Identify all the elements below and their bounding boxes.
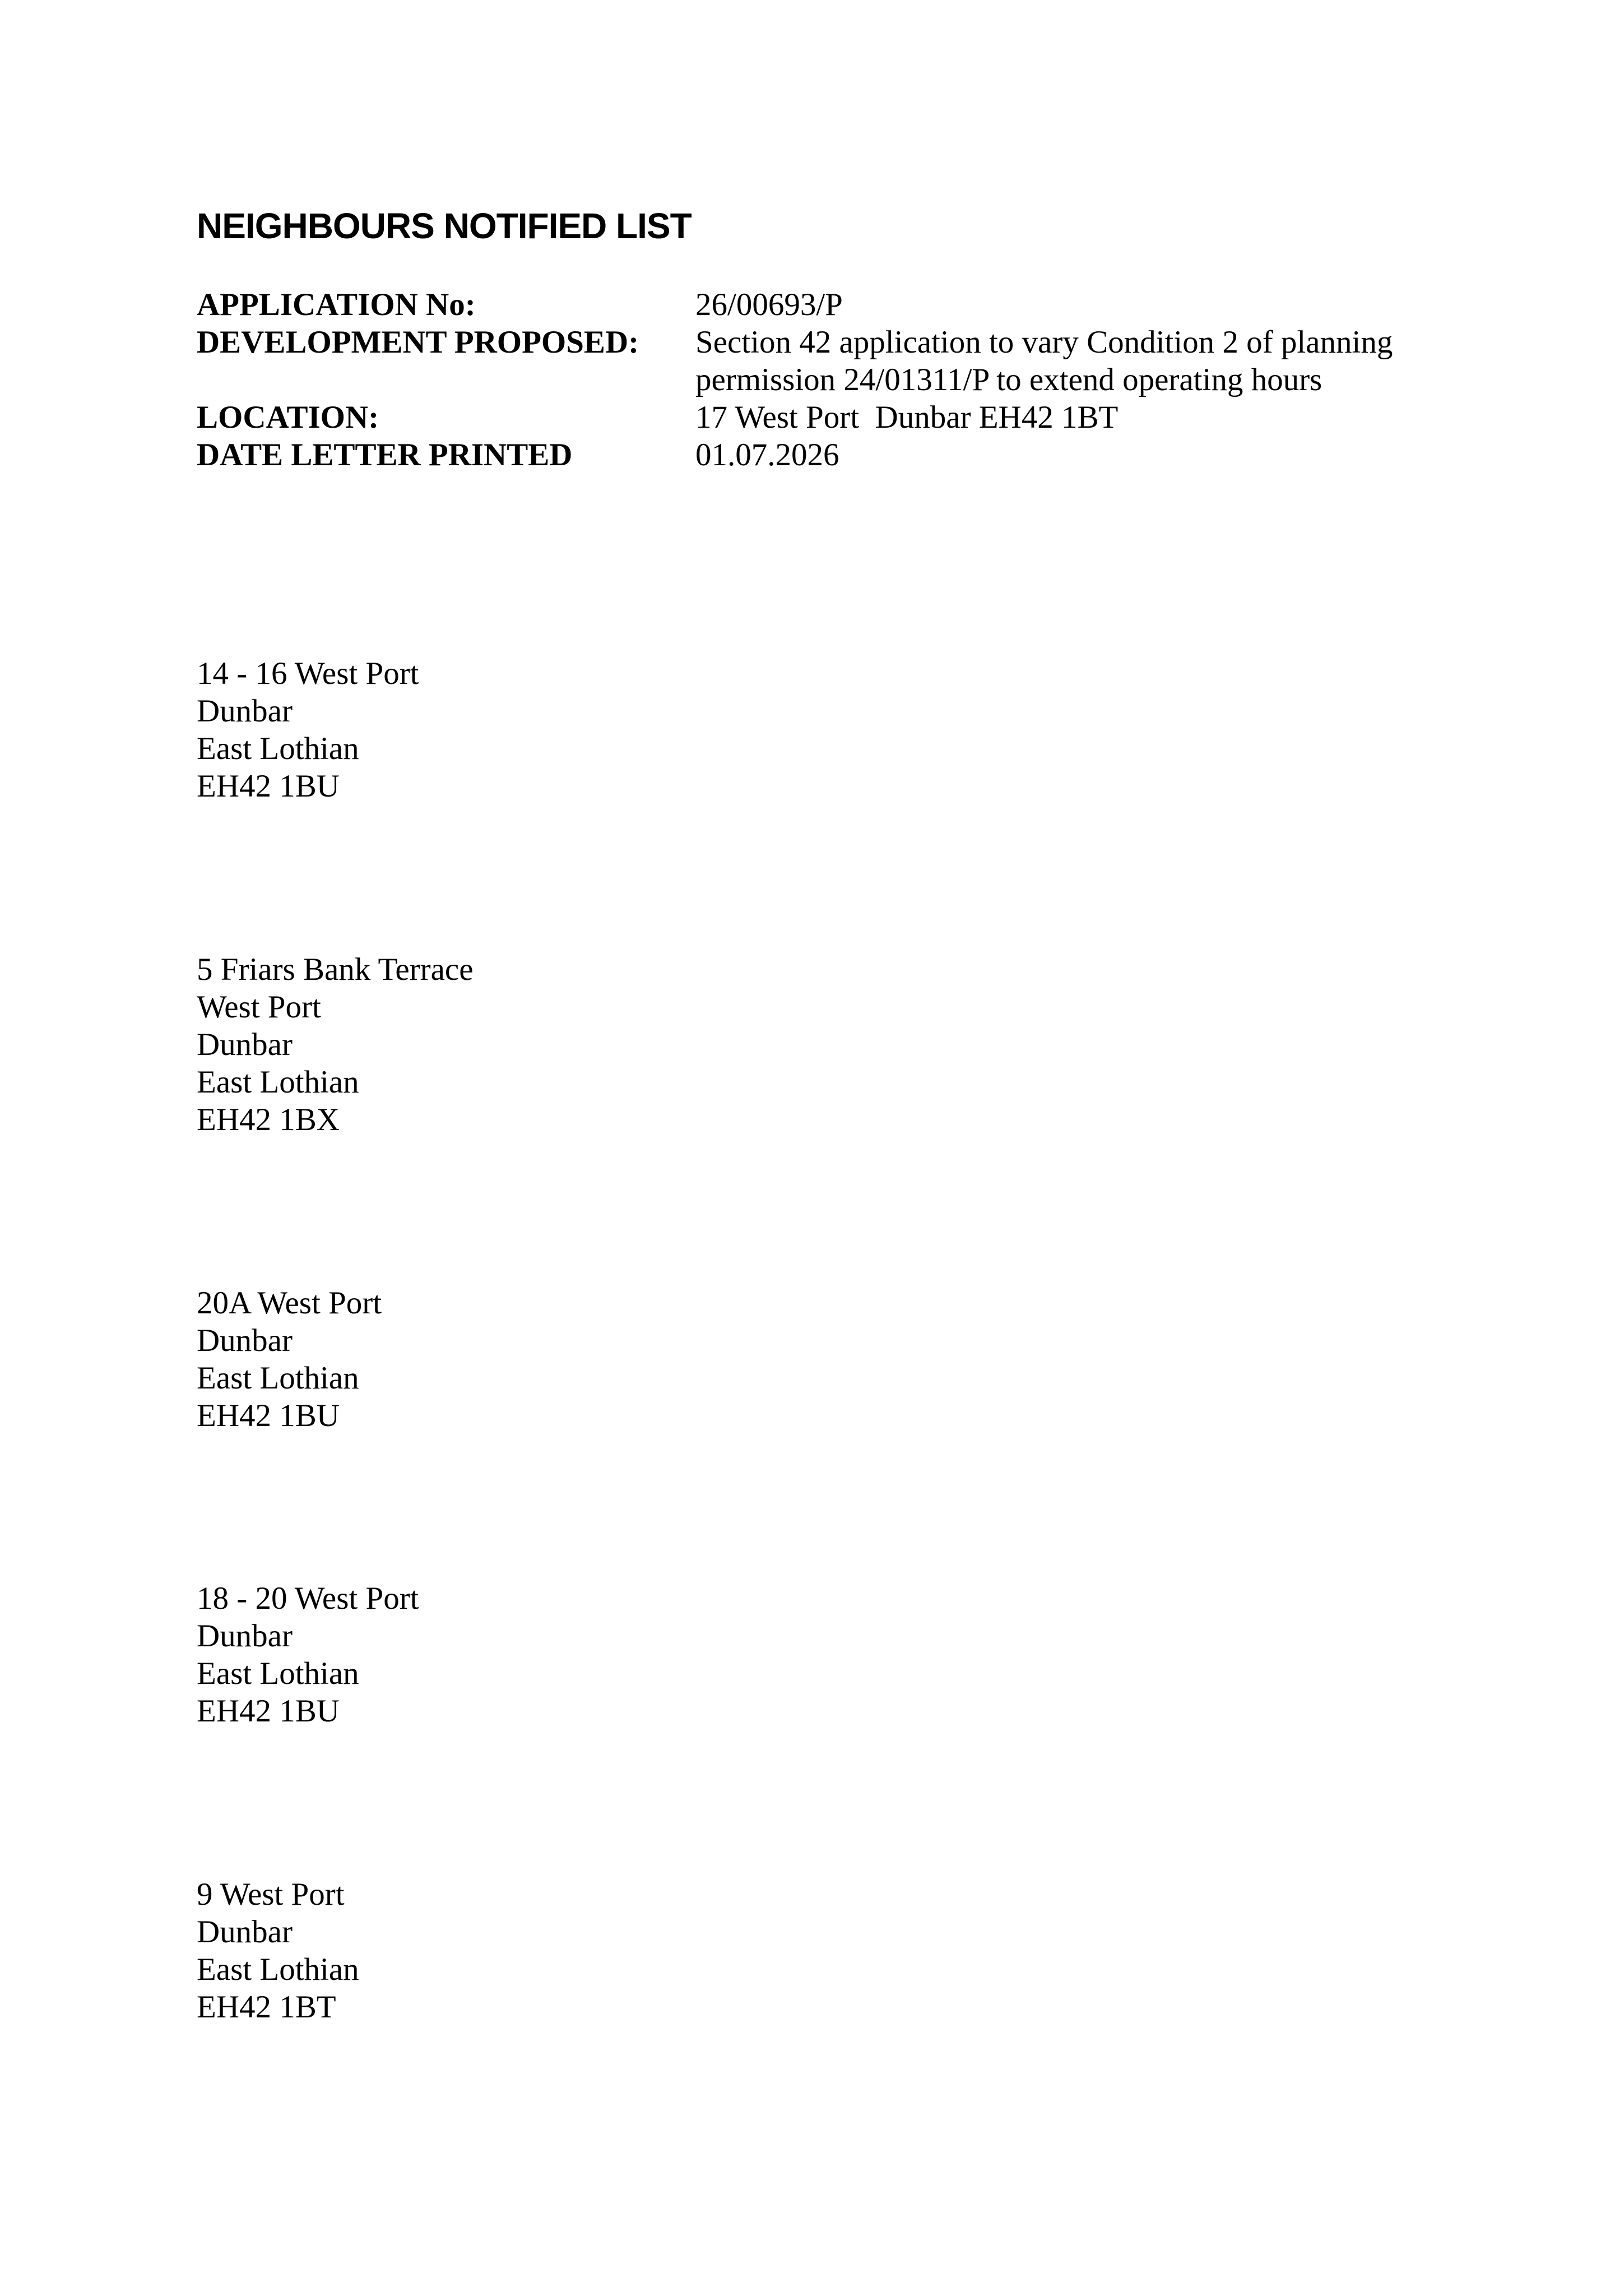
date-letter-printed-row bbox=[197, 436, 1486, 474]
address-line: 9 West Port bbox=[197, 1877, 345, 1912]
address-line: EH42 1BX bbox=[197, 1102, 340, 1137]
location-value: 17 West Port Dunbar EH42 1BT bbox=[695, 400, 1119, 435]
neighbour-address bbox=[197, 1284, 382, 1434]
address-line: West Port bbox=[197, 989, 321, 1025]
address-line: East Lothian bbox=[197, 1064, 359, 1100]
address-line: EH42 1BU bbox=[197, 1693, 340, 1729]
development-proposed-label: DEVELOPMENT PROPOSED: bbox=[197, 325, 639, 360]
address-line: East Lothian bbox=[197, 731, 359, 766]
development-proposed-value: Section 42 application to vary Condition 2 of planning permission 24/01311/P to extend operating hours bbox=[695, 325, 1401, 397]
neighbour-address bbox=[197, 951, 474, 1138]
page-title: NEIGHBOURS NOTIFIED LIST bbox=[197, 206, 692, 246]
address-line: 5 Friars Bank Terrace bbox=[197, 952, 474, 987]
address-line: Dunbar bbox=[197, 1618, 293, 1654]
neighbour-address bbox=[197, 655, 419, 805]
date-letter-printed-label: DATE LETTER PRINTED bbox=[197, 437, 573, 473]
development-proposed-row bbox=[197, 323, 1486, 399]
address-line: 20A West Port bbox=[197, 1285, 382, 1321]
location-row bbox=[197, 399, 1486, 436]
location-label: LOCATION: bbox=[197, 400, 379, 435]
address-line: Dunbar bbox=[197, 1323, 293, 1358]
address-line: Dunbar bbox=[197, 1914, 293, 1950]
address-line: East Lothian bbox=[197, 1952, 359, 1987]
application-number-value: 26/00693/P bbox=[695, 287, 843, 322]
address-line: East Lothian bbox=[197, 1656, 359, 1691]
address-line: 18 - 20 West Port bbox=[197, 1581, 419, 1616]
address-line: EH42 1BU bbox=[197, 769, 340, 804]
address-line: East Lothian bbox=[197, 1360, 359, 1396]
date-letter-printed-value: 01.07.2026 bbox=[695, 437, 839, 473]
address-line: Dunbar bbox=[197, 1027, 293, 1062]
address-line: 14 - 16 West Port bbox=[197, 656, 419, 691]
application-number-label: APPLICATION No: bbox=[197, 287, 476, 322]
application-number-row bbox=[197, 286, 1486, 323]
address-line: EH42 1BT bbox=[197, 1989, 336, 2025]
application-details bbox=[197, 286, 1486, 474]
address-line: Dunbar bbox=[197, 693, 293, 729]
neighbour-address bbox=[197, 1580, 419, 1730]
address-line: EH42 1BU bbox=[197, 1398, 340, 1433]
neighbour-address bbox=[197, 1876, 359, 2026]
